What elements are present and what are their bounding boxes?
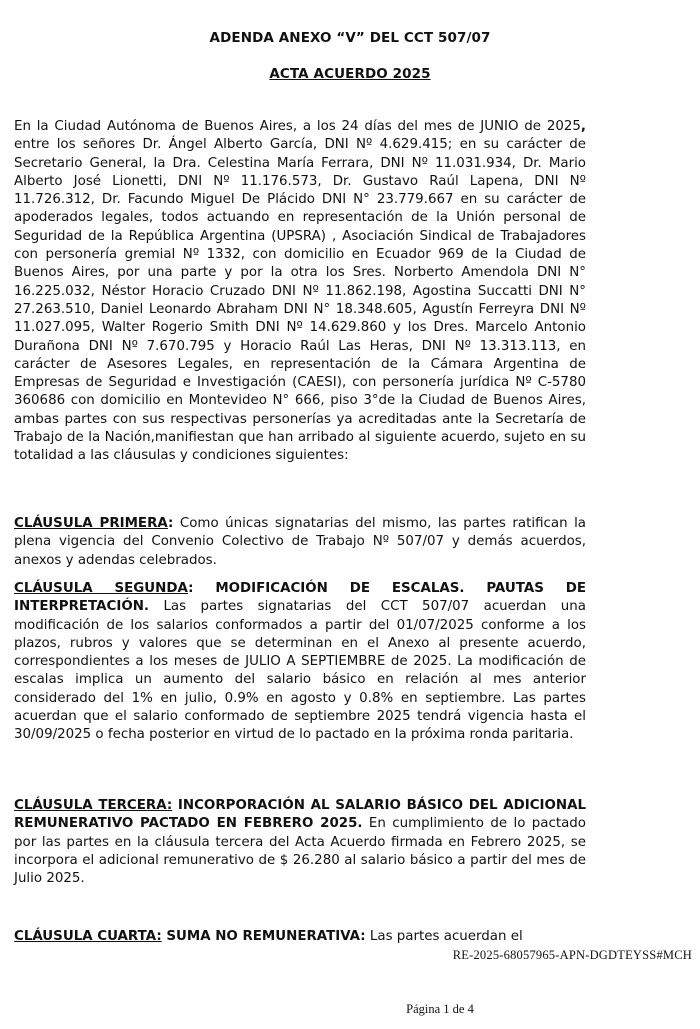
clause-cuarta-text: Las partes acuerdan el — [365, 929, 523, 944]
document-reference-number: RE-2025-68057965-APN-DGDTEYSS#MCH — [452, 948, 692, 962]
intro-bold-comma: , — [580, 119, 586, 134]
clause-tercera-title: CLÁUSULA TERCERA: — [14, 798, 173, 813]
clause-cuarta-paragraph — [14, 928, 586, 946]
clause-tercera-paragraph — [14, 797, 586, 888]
clause-segunda-heading: MODIFICACIÓN DE ESCALAS. PAUTAS DE INTERPRETACIÓN. — [14, 581, 586, 615]
clause-primera-separator: : — [168, 516, 174, 531]
clause-segunda-text: Las partes signatarias del CCT 507/07 acuerdan una modificación de los salarios conformados a partir del 01/07/2025 conforme a los plazos, rubros y valores que se determinan en el Anexo al presente acuerdo, correspondientes a los meses de JULIO A SEPTIEMBRE de 2025. La modificación de escalas implica un aumento del salario básico en relación al mes anterior considerado del 1% en julio, 0.9% en agosto y 0.8% en septiembre. Las partes acuerdan que el salario conformado de septiembre 2025 tendrá vigencia hasta el 30/09/2025 o fecha posterior en virtud de lo pactado en la próxima ronda paritaria. — [14, 599, 586, 743]
clause-tercera-heading: INCORPORACIÓN AL SALARIO BÁSICO DEL ADICIONAL REMUNERATIVO PACTADO EN FEBRERO 2025. — [14, 798, 587, 832]
clause-primera-title: CLÁUSULA PRIMERA — [14, 516, 169, 531]
clause-tercera-text: En cumplimiento de lo pactado por las partes en la cláusula tercera del Acta Acuerdo firmada en Febrero 2025, se incorpora el adicional remunerativo de $ 26.280 al salario básico a partir del mes de Julio 2025. — [14, 816, 586, 887]
intro-text-part1: En la Ciudad Autónoma de Buenos Aires, a los 24 días del mes de JUNIO de 2025 — [14, 119, 581, 134]
clause-primera-text: Como únicas signatarias del mismo, las partes ratifican la plena vigencia del Convenio Colectivo de Trabajo Nº 507/07 y demás acuerdos, anexos y adendas celebrados. — [14, 516, 587, 568]
page-number: Página 1 de 4 — [406, 1002, 474, 1016]
clause-cuarta-title: CLÁUSULA CUARTA: — [14, 929, 162, 944]
clause-segunda-separator: : — [188, 581, 194, 596]
clause-segunda-paragraph — [14, 580, 586, 745]
intro-text-part2: entre los señores Dr. Ángel Alberto García, DNI Nº 4.629.415; en su carácter de Secretario General, la Dra. Celestina María Ferrara, DNI Nº 11.031.934, Dr. Mario Alberto José Lionetti, DNI Nº 11.176.573, Dr. Gustavo Raúl Lapena, DNI Nº 11.726.312, Dr. Facundo Miguel De Plácido DNI N° 23.779.667 en su carácter de apoderados legales, todos actuando en representación de la Unión personal de Seguridad de la República Argentina (UPSRA) , Asociación Sindical de Trabajadores con personería gremial Nº 1332, con domicilio en Ecuador 969 de la Ciudad de Buenos Aires, por una parte y por la otra los Sres. Norberto Amendola DNI N° 16.225.032, Néstor Horacio Cruzado DNI Nº 11.862.198, Agostina Succatti DNI N° 27.263.510, Daniel Leonardo Abraham DNI N° 18.348.605, Agustín Ferreyra DNI Nº 11.027.095, Walter Rogerio Smith DNI Nº 14.629.860 y los Dres. Marcelo Antonio Durañona DNI Nº 7.670.795 y Horacio Raúl Las Heras, DNI Nº 13.313.113, en carácter de Asesores Legales, en representación de la Cámara Argentina de Empresas de Seguridad e Investigación (CAESI), con personería jurídica Nº C-5780 360686 con domicilio en Montevideo N° 666, piso 3°de la Ciudad de Buenos Aires, ambas partes con sus respectivas personerías ya acreditadas ante la Secretaría de Trabajo de la Nación,manifiestan que han arribado al siguiente acuerdo, sujeto en su totalidad a las cláusulas y condiciones siguientes: — [14, 137, 586, 464]
intro-paragraph — [14, 118, 586, 466]
document-title: ADENDA ANEXO “V” DEL CCT 507/07 — [209, 30, 491, 46]
clause-cuarta-heading: SUMA NO REMUNERATIVA: — [161, 929, 366, 944]
clause-segunda-title: CLÁUSULA SEGUNDA — [14, 581, 189, 596]
document-subtitle: ACTA ACUERDO 2025 — [269, 66, 431, 82]
clause-primera-paragraph — [14, 515, 586, 570]
